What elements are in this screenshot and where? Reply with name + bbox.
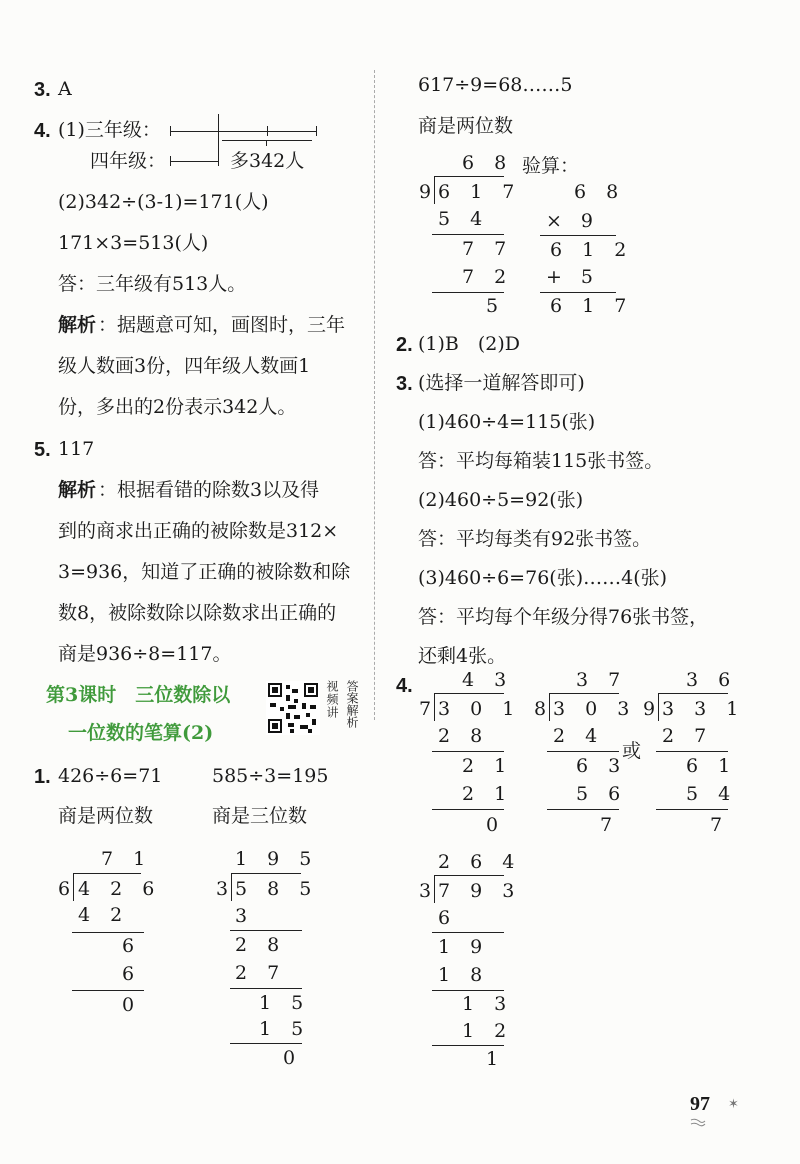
step: 6: [438, 907, 458, 929]
q1-equation-a: 426÷6=71: [58, 765, 163, 787]
q1-note-a: 商是两位数: [58, 805, 154, 827]
divisor: 6: [58, 878, 78, 900]
check-row: 6 1 2: [550, 239, 634, 261]
top-equation: 617÷9=68……5: [418, 74, 573, 96]
qr-code-icon[interactable]: [266, 681, 320, 735]
step: 2 7: [662, 725, 714, 747]
dividend: 3 0 1: [438, 698, 522, 720]
r-q3-number: 3.: [396, 373, 413, 395]
check-row: + 5: [546, 266, 594, 288]
divisor: 3: [216, 878, 236, 900]
dividend: 7 9 3: [438, 880, 522, 902]
top-note: 商是两位数: [418, 115, 514, 137]
q5-explanation-3: 3=936，知道了正确的被除数和除: [58, 561, 351, 583]
quotient: 4 3: [462, 669, 514, 691]
q4-explanation-3: 份，多出的2份表示342人。: [58, 396, 297, 418]
dividend: 3 0 3: [553, 698, 637, 720]
check-label: 验算：: [522, 155, 580, 177]
qr-label-answer: 答案解析: [345, 680, 359, 728]
step: 1 2: [462, 1020, 514, 1042]
r-q3-answer-1: 答：平均每箱装115张书签。: [418, 450, 664, 472]
dividend: 6 1 7: [438, 181, 522, 203]
r-q3-answer-2: 答：平均每类有92张书签。: [418, 528, 652, 550]
q1-note-b: 商是三位数: [212, 805, 308, 827]
dividend: 3 3 1: [662, 698, 746, 720]
step: 7 2: [462, 266, 514, 288]
quotient: 3 7: [576, 669, 628, 691]
quotient: 3 6: [686, 669, 738, 691]
quotient: 1 9 5: [235, 848, 319, 870]
step: 1 9: [438, 936, 490, 958]
step: 4 2: [78, 904, 130, 926]
r-q4-number: 4.: [396, 675, 413, 697]
q4-line-fourth-grade: 四年级：: [90, 150, 167, 172]
r-q2-answer: (1)B (2)D: [418, 333, 521, 355]
q4-answer: 答：三年级有513人。: [58, 273, 247, 295]
q5-explanation-5: 商是936÷8=117。: [58, 643, 232, 665]
column-divider: [374, 70, 375, 720]
step: 3: [235, 905, 255, 927]
divisor: 9: [419, 181, 439, 203]
step: 5: [486, 295, 506, 317]
q4-number: 4.: [34, 120, 51, 142]
quotient: 6 8: [462, 152, 514, 174]
r-q3-answer-3b: 还剩4张。: [418, 645, 507, 667]
step: 2 4: [553, 725, 605, 747]
r-q3-answer-3: 答：平均每个年级分得76张书签，: [418, 606, 709, 628]
q5-answer: 117: [58, 438, 95, 460]
step: 6: [122, 963, 142, 985]
step: 1 8: [438, 964, 490, 986]
step: 0: [122, 994, 142, 1016]
q4-explanation-1: ：据题意可知，画图时，三年: [98, 314, 346, 336]
step: 2 8: [235, 934, 287, 956]
step: 2 1: [462, 755, 514, 777]
check-row: 6 1 7: [550, 295, 634, 317]
step: 7 7: [462, 238, 514, 260]
step: 1: [486, 1048, 506, 1070]
r-q3-instruction: (选择一道解答即可): [418, 372, 585, 394]
q5-explanation-4: 数8，被除数除以除数求出正确的: [58, 602, 337, 624]
q5-explanation-1: ：根据看错的除数3以及得: [98, 479, 320, 501]
r-q3-calc-3: (3)460÷6=76(张)……4(张): [418, 567, 668, 589]
q1-number: 1.: [34, 766, 51, 788]
divisor: 3: [419, 880, 439, 902]
lesson-title-2: 一位数的笔算(2): [68, 722, 214, 744]
q5-explanation-label: 解析: [58, 479, 97, 501]
decorative-scribble-icon: [690, 1118, 706, 1128]
q4-calc-2: 171×3=513(人): [58, 232, 209, 254]
step: 2 8: [438, 725, 490, 747]
q5-explanation-2: 到的商求出正确的被除数是312×: [58, 520, 339, 542]
quotient: 2 6 4: [438, 851, 522, 873]
step: 7: [600, 814, 620, 836]
step: 1 5: [259, 1018, 311, 1040]
step: 5 4: [438, 208, 490, 230]
step: 0: [486, 814, 506, 836]
q4-line-third-grade: (1)三年级：: [58, 119, 161, 141]
dividend: 4 2 6: [78, 878, 162, 900]
dividend: 5 8 5: [235, 878, 319, 900]
r-q3-calc-2: (2)460÷5=92(张): [418, 489, 584, 511]
step: 7: [710, 814, 730, 836]
r-q3-calc-1: (1)460÷4=115(张): [418, 411, 596, 433]
lesson-title-1: 第3课时 三位数除以: [46, 684, 231, 706]
divisor: 7: [419, 698, 439, 720]
step: 1 5: [259, 992, 311, 1014]
step: 2 1: [462, 783, 514, 805]
decorative-star-icon: ✶: [728, 1097, 739, 1112]
check-row: × 9: [546, 210, 594, 232]
q4-calc-1: (2)342÷(3-1)=171(人): [58, 191, 269, 213]
q3-answer: A: [58, 78, 72, 100]
page-number: 97: [690, 1093, 710, 1115]
check-row: 6 8: [574, 181, 626, 203]
q4-explanation-label: 解析: [58, 314, 97, 336]
or-label: 或: [622, 740, 642, 762]
q5-number: 5.: [34, 439, 51, 461]
step: 0: [283, 1047, 303, 1069]
r-q2-number: 2.: [396, 334, 413, 356]
q1-equation-b: 585÷3=195: [212, 765, 329, 787]
q4-explanation-2: 级人数画3份，四年级人数画1: [58, 355, 311, 377]
step: 6: [122, 935, 142, 957]
q3-number: 3.: [34, 79, 51, 101]
step: 5 6: [576, 783, 628, 805]
divisor: 9: [643, 698, 663, 720]
step: 6 1: [686, 755, 738, 777]
step: 2 7: [235, 962, 287, 984]
divisor: 8: [534, 698, 554, 720]
q4-more-label: 多342人: [230, 150, 305, 172]
step: 5 4: [686, 783, 738, 805]
quotient: 7 1: [101, 848, 153, 870]
step: 1 3: [462, 993, 514, 1015]
step: 6 3: [576, 755, 628, 777]
qr-label-video: 视频讲: [325, 680, 339, 719]
